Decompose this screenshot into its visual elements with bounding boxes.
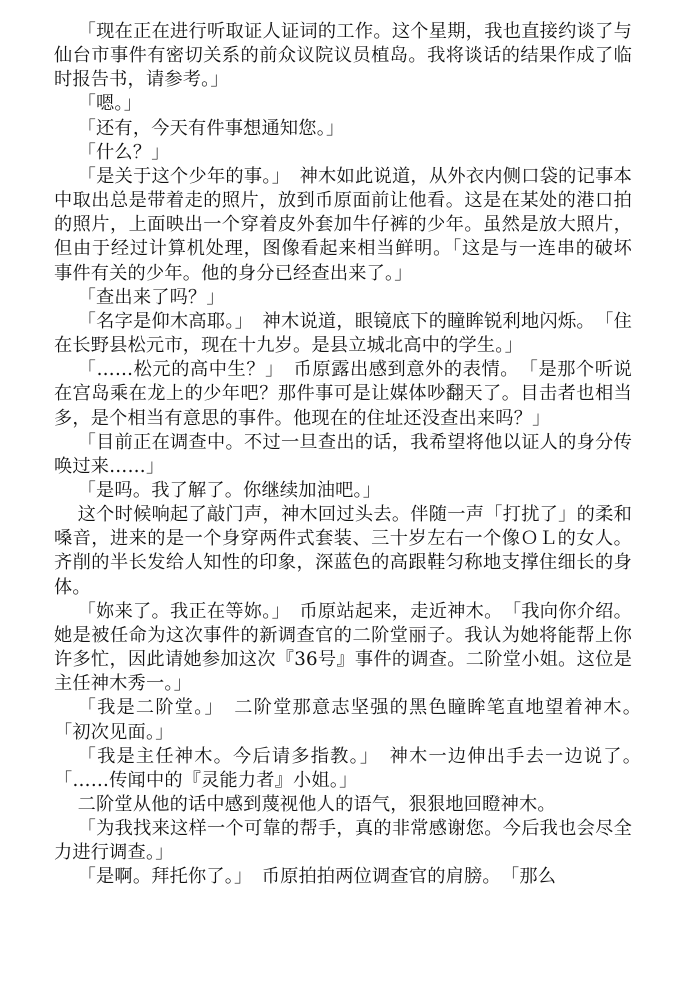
paragraph: 「嗯。」: [77, 93, 143, 115]
paragraph: 「查出来了吗？」: [77, 286, 225, 308]
paragraph: 「是啊。拜托你了。」 币原拍拍两位调查官的肩膀。 「那么: [77, 866, 557, 888]
paragraph: 二阶堂从他的话中感到蔑视他人的语气，狠狠地回瞪神木。: [77, 794, 556, 815]
paragraph: 「还有，今天有件事想通知您。」: [77, 117, 345, 139]
paragraph: 「为我找来这样一个可靠的帮手，真的非常感谢您。今后我也会尽全力进行调查。」: [54, 818, 632, 864]
paragraph: 「什么？」: [77, 141, 170, 163]
document-page: [54, 20, 651, 890]
paragraph: 这个时候响起了敲门声，神木回过头去。伴随一声「打扰了」的柔和嗓音，进来的是一个身穿两件式套装、三十岁左右一个像ＯＬ的女人。齐削的半长发给人知性的印象，深蓝色的高跟鞋匀称地支撑住细长的身体。: [54, 504, 632, 598]
paragraph: 「目前正在调查中。不过一旦查出的话，我希望将他以证人的身分传唤过来……」: [54, 431, 632, 477]
paragraph: 「我是二阶堂。」 二阶堂那意志坚强的黑色瞳眸笔直地望着神木。 「初次见面。」: [54, 697, 651, 743]
paragraph: 「妳来了。我正在等妳。」 币原站起来，走近神木。 「我向你介绍。她是被任命为这次事件的新调查官的二阶堂丽子。我认为她将能帮上你许多忙，因此请她参加这次『36号』事件的调查。二阶堂小姐。这位是主任神木秀一。」: [54, 600, 632, 695]
paragraph: 「现在正在进行听取证人证词的工作。这个星期，我也直接约谈了与仙台市事件有密切关系的前众议院议员植岛。我将谈话的结果作成了临时报告书，请参考。」: [54, 21, 632, 91]
paragraph: 「名字是仰木高耶。」 神木说道，眼镜底下的瞳眸锐利地闪烁。 「住在长野县松元市，现在十九岁。是县立城北高中的学生。」: [54, 310, 632, 357]
paragraph: 「……松元的高中生？」 币原露出感到意外的表情。 「是那个听说在宫岛乘在龙上的少年吧？那件事可是让媒体吵翻天了。目击者也相当多，是个相当有意思的事件。他现在的住址还没查出来吗？」: [54, 359, 632, 429]
paragraph: 「是吗。我了解了。你继续加油吧。」: [77, 479, 382, 501]
paragraph: 「是关于这个少年的事。」 神木如此说道，从外衣内侧口袋的记事本中取出总是带着走的照片，放到币原面前让他看。这是在某处的港口拍的照片，上面映出一个穿着皮外套加牛仔裤的少年。虽然是放大照片，但由于经过计算机处理，图像看起来相当鲜明。「这是与一连串的破坏事件有关的少年。他的身分已经查出来了。」: [54, 165, 632, 284]
paragraph: 「我是主任神木。今后请多指教。」 神木一边伸出手去一边说了。 「……传闻中的『灵能力者』小姐。」: [54, 745, 651, 791]
